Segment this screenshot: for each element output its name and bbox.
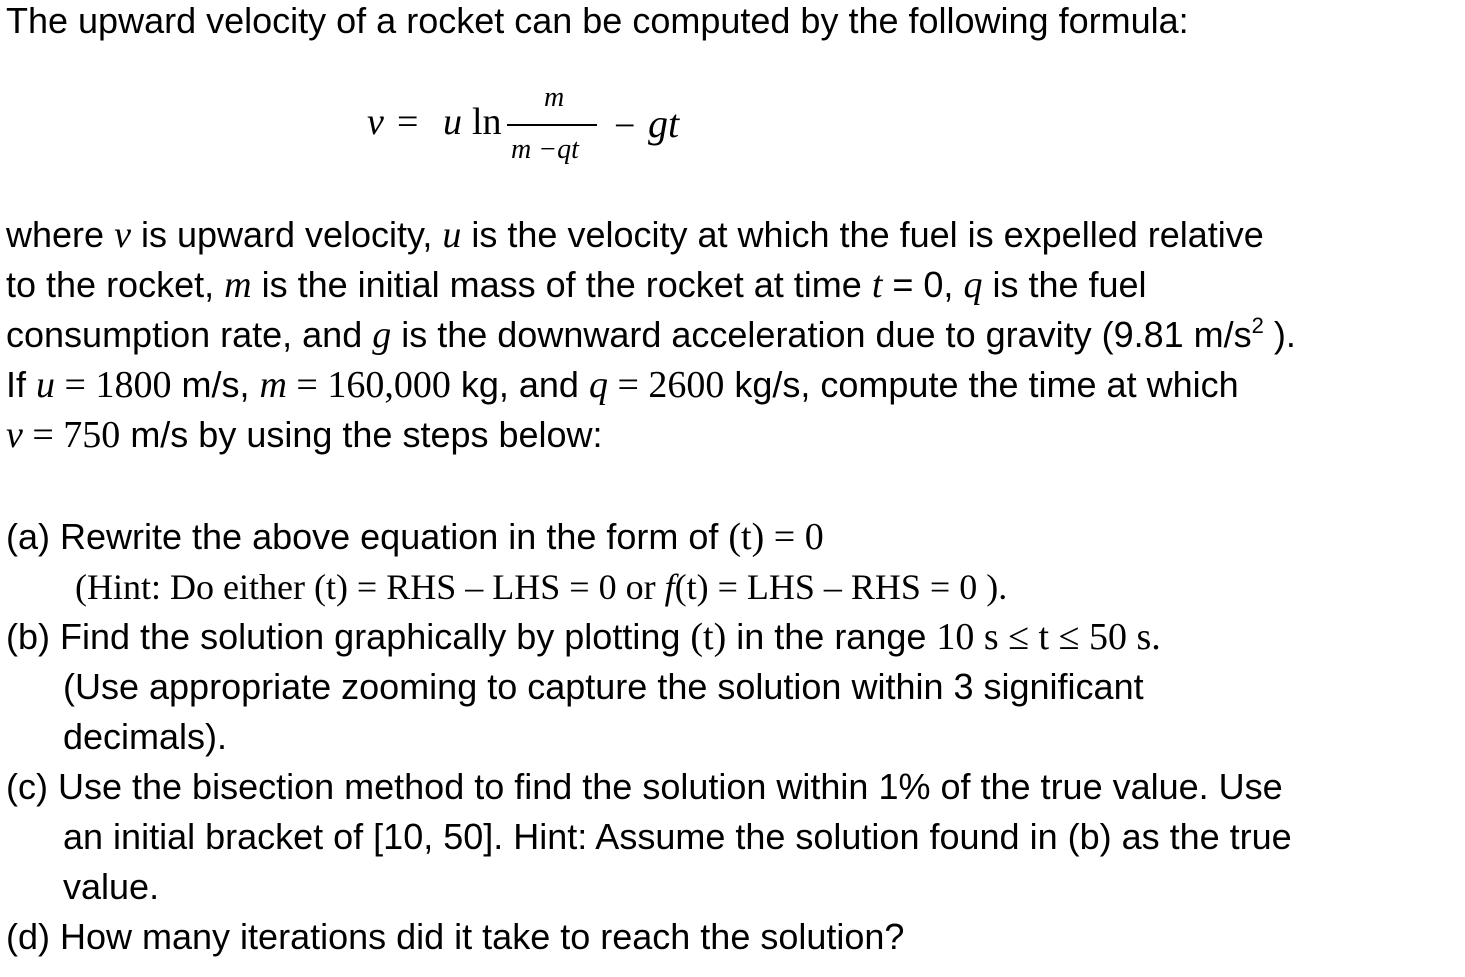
part-b-line-3: decimals). <box>63 716 228 757</box>
part-b: (b) Find the solution graphically by plotting (t) in the range 10 s ≤ t ≤ 50 s. <box>6 616 1161 658</box>
given-values-line: If u = 1800 m/s, m = 160,000 kg, and q = 2600 kg/s, compute the time at which <box>6 364 1239 406</box>
formula-equals: = <box>397 101 419 143</box>
formula-ln: ln <box>472 101 502 143</box>
part-b-line-2: (Use appropriate zooming to capture the solution within 3 significant <box>63 666 1144 707</box>
definition-line-1: where v is upward velocity, u is the velocity at which the fuel is expelled relative <box>6 214 1264 256</box>
definition-line-2: to the rocket, m is the initial mass of the rocket at time t = 0, q is the fuel <box>6 264 1147 306</box>
formula-numerator: m <box>544 82 565 113</box>
formula-u: u <box>443 101 462 143</box>
intro-text: The upward velocity of a rocket can be computed by the following formula: <box>6 0 1189 41</box>
formula-gt: gt <box>648 101 680 146</box>
part-a-hint: (Hint: Do either (t) = RHS – LHS = 0 or f(t) = LHS – RHS = 0 ). <box>75 567 1008 607</box>
formula-denominator: m −qt <box>511 134 579 165</box>
formula-v: v <box>367 101 384 143</box>
target-velocity-line: v = 750 m/s by using the steps below: <box>6 414 603 456</box>
definition-line-3: consumption rate, and g is the downward acceleration due to gravity (9.81 $m/s^2$ ). <box>6 313 1296 356</box>
formula-minus: − <box>614 105 636 147</box>
part-a: (a) Rewrite the above equation in the form of (t) = 0 <box>6 516 824 558</box>
part-c-line-2: an initial bracket of [10, 50]. Hint: Assume the solution found in (b) as the true <box>63 816 1292 857</box>
part-c: (c) Use the bisection method to find the solution within 1% of the true value. Use <box>6 766 1283 807</box>
fraction-bar <box>507 124 597 126</box>
part-c-line-3: value. <box>63 866 160 907</box>
part-d: (d) How many iterations did it take to reach the solution? <box>6 916 905 957</box>
